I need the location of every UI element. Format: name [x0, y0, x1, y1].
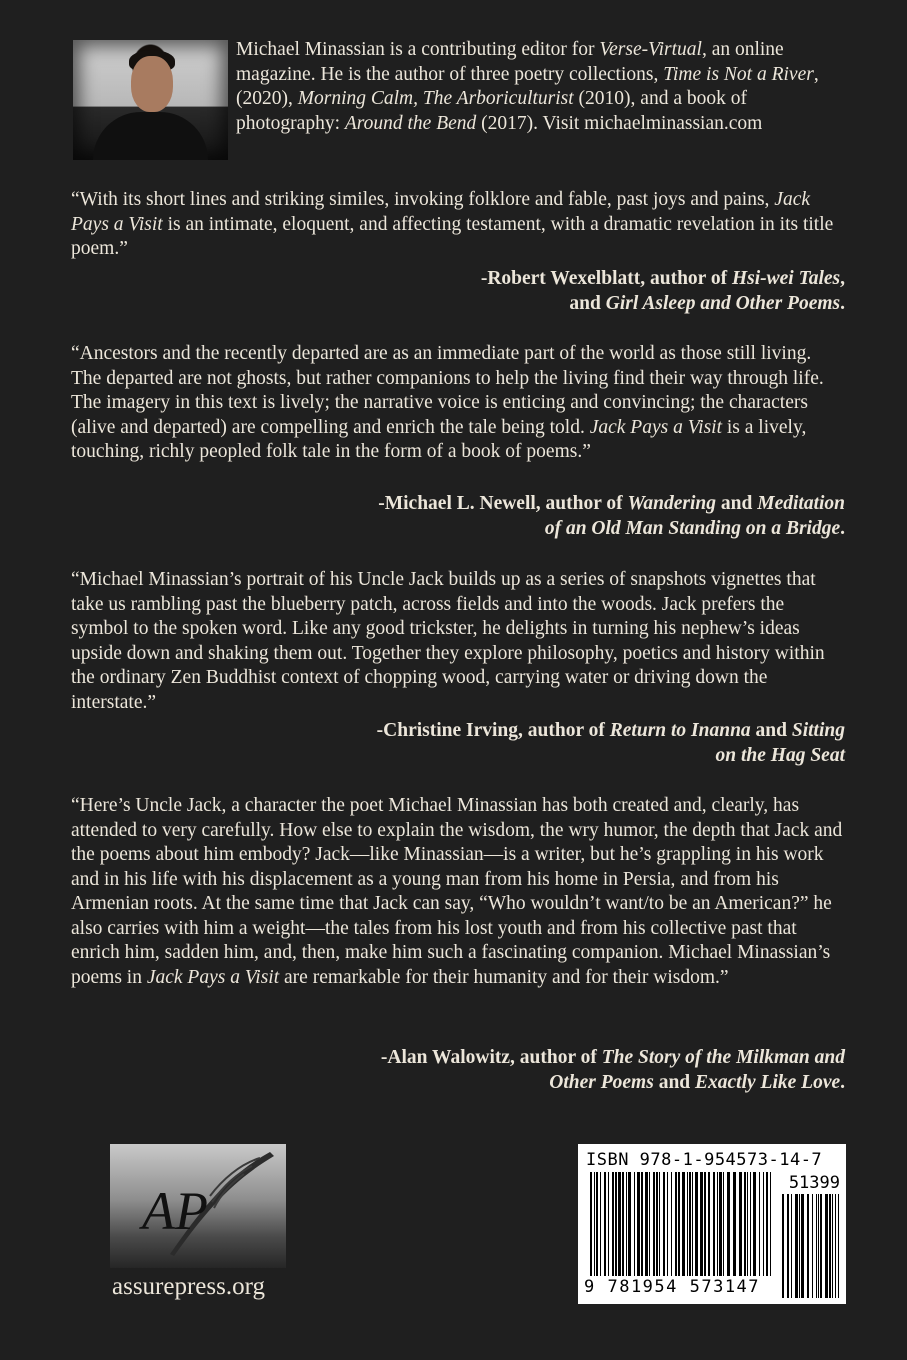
- text-run: “Here’s Uncle Jack, a character the poet Michael Minassian has both created and, clearly, has attended to very carefully. How else to explain the wisdom, the wry humor, the depth that Jack and the poems about him embody? Jack—like Minassian—is a writer, but he’s grappling in his work and in his life with his displacement as a young man from his home in Persia, and from his Armenian roots. At the same time that Jack can say, “Who wouldn’t want/to be an American?” he also carries with him a weight—the tales from his lost youth and from his collective past that enrich him, sadden him, and, then, make him such a fascinating companion. Michael Minassian’s poems in: [71, 795, 843, 988]
- barcode-bar: [659, 1172, 660, 1276]
- blurb-quote-3: [71, 568, 845, 715]
- barcode-bar: [678, 1172, 680, 1276]
- text-run: .: [840, 518, 845, 539]
- italic-title: Jack Pays a Visit: [146, 966, 280, 988]
- barcode-bar: [649, 1172, 650, 1276]
- addon-bar: [787, 1194, 789, 1298]
- text-run: are remarkable for their humanity and for their wisdom.”: [279, 966, 729, 988]
- blurb-attribution-2: [145, 491, 845, 541]
- barcode-bar: [615, 1172, 617, 1276]
- blurb-attribution-4: [145, 1045, 845, 1095]
- barcode-bar: [727, 1172, 730, 1276]
- barcode-bar: [739, 1172, 742, 1276]
- addon-bar: [835, 1194, 836, 1298]
- barcode-bar: [618, 1172, 621, 1276]
- addon-bar: [795, 1194, 798, 1298]
- italic-title: Around the Bend: [344, 112, 477, 134]
- isbn-barcode: [578, 1144, 846, 1304]
- addon-bar: [807, 1194, 809, 1298]
- barcode-bar: [766, 1172, 768, 1276]
- barcode-bar: [600, 1172, 601, 1276]
- text-run: , and: [569, 268, 845, 314]
- barcode-bar: [713, 1172, 715, 1276]
- barcode-bar: [750, 1172, 751, 1276]
- italic-title: Hsi-wei Tales: [731, 268, 841, 289]
- italic-title: Exactly Like Love: [695, 1072, 841, 1093]
- publisher-logo: [110, 1144, 286, 1268]
- barcode-bar: [608, 1172, 609, 1276]
- blurb-attribution-3: [145, 718, 845, 768]
- text-run: , an online magazine. He is the author of three poetry collections,: [236, 39, 784, 85]
- barcode-bar: [753, 1172, 756, 1276]
- barcode-bar: [612, 1172, 614, 1276]
- barcode-bar: [653, 1172, 655, 1276]
- barcode-bar: [747, 1172, 748, 1276]
- addon-bar: [799, 1194, 800, 1298]
- barcode-bar: [704, 1172, 706, 1276]
- barcode-bar: [695, 1172, 698, 1276]
- barcode-bar: [667, 1172, 668, 1276]
- text-run: (2017). Visit michaelminassian.com: [476, 112, 763, 134]
- barcode-bar: [708, 1172, 710, 1276]
- text-run: (2010), and a book of photography:: [236, 88, 747, 134]
- blurb-attribution-1: [145, 266, 845, 316]
- text-run: Michael Minassian is a contributing editor for: [236, 39, 600, 60]
- italic-title: Girl Asleep and Other Poems: [605, 293, 841, 314]
- barcode-bar: [770, 1172, 771, 1276]
- italic-title: Jack Pays a Visit: [589, 416, 723, 438]
- barcode-bar: [700, 1172, 703, 1276]
- author-bio: [236, 38, 844, 136]
- barcode-bar: [596, 1172, 598, 1276]
- barcode-bar: [682, 1172, 685, 1276]
- addon-bar: [820, 1194, 822, 1298]
- barcode-bar: [590, 1172, 592, 1276]
- barcode-bar: [671, 1172, 672, 1276]
- barcode-bar: [594, 1172, 595, 1276]
- barcode-bar: [744, 1172, 746, 1276]
- barcode-bar: [692, 1172, 693, 1276]
- text-run: -Michael L. Newell, author of: [378, 493, 628, 514]
- text-run: is an intimate, eloquent, and affecting testament, with a dramatic revelation in its title poem.”: [71, 213, 834, 259]
- text-run: -Christine Irving, author of: [376, 720, 610, 741]
- barcode-bar: [675, 1172, 677, 1276]
- italic-title: Jack Pays a Visit: [71, 189, 811, 235]
- addon-bar: [829, 1194, 831, 1298]
- barcode-bar: [637, 1172, 640, 1276]
- barcode-bar: [719, 1172, 722, 1276]
- addon-bar: [825, 1194, 828, 1298]
- text-run: and: [716, 493, 758, 514]
- italic-title: Sitting on the Hag Seat: [715, 720, 845, 766]
- publisher-url[interactable]: assurepress.org: [112, 1273, 265, 1300]
- addon-bar: [816, 1194, 817, 1298]
- text-run: “With its short lines and striking similes, invoking folklore and fable, past joys and pains,: [71, 189, 775, 210]
- text-run: , (2020),: [236, 63, 819, 109]
- addon-bar: [801, 1194, 804, 1298]
- barcode-bar: [759, 1172, 760, 1276]
- addon-bar: [812, 1194, 813, 1298]
- barcode-bar: [663, 1172, 665, 1276]
- author-shirt: [93, 112, 208, 160]
- author-face: [131, 56, 173, 112]
- barcode-bar: [723, 1172, 724, 1276]
- isbn-digits: 9 781954 573147: [584, 1277, 761, 1297]
- barcode-bar: [626, 1172, 627, 1276]
- barcode-bar: [645, 1172, 648, 1276]
- price-code: 51399: [788, 1173, 840, 1193]
- barcode-bar: [717, 1172, 718, 1276]
- italic-title: Morning Calm, The Arboriculturist: [297, 88, 574, 109]
- blurb-quote-4: [71, 794, 845, 990]
- text-run: .: [840, 1072, 845, 1093]
- italic-title: The Story of the Milkman and Other Poems: [549, 1047, 845, 1093]
- barcode-bar: [689, 1172, 691, 1276]
- italic-title: Meditation of an Old Man Standing on a Bridge: [544, 493, 845, 539]
- italic-title: Time is Not a River: [663, 63, 814, 85]
- text-run: “Ancestors and the recently departed are as an immediate part of the world as those still living. The departed are not ghosts, but rather companions to help the living find their way through life. The imagery in this text is lively; the narrative voice is enticing and convincing; the characters (alive and departed) are compelling and enrich the tale being told.: [71, 343, 824, 438]
- barcode-bar: [634, 1172, 635, 1276]
- italic-title: Return to Inanna: [609, 720, 751, 741]
- text-run: -Alan Walowitz, author of: [380, 1047, 602, 1068]
- author-photo: [73, 40, 228, 160]
- quill-monogram-icon: [110, 1144, 286, 1268]
- barcode-bar: [656, 1172, 658, 1276]
- logo-monogram: AP: [142, 1181, 208, 1241]
- barcode-bar: [604, 1172, 606, 1276]
- text-run: is a lively, touching, richly peopled folk tale in the form of a book of poems.”: [71, 416, 807, 462]
- barcode-bar: [641, 1172, 643, 1276]
- text-run: .: [840, 293, 845, 314]
- isbn-label: ISBN 978-1-954573-14-7: [586, 1150, 823, 1170]
- text-run: “Michael Minassian’s portrait of his Uncle Jack builds up as a series of snapshots vignettes that take us rambling past the blueberry patch, across fields and into the woods. Jack prefers the symbol to the spoken word. Like any good trickster, he delights in turning his nephew’s ideas upside down and shaking them out. Together they explore philosophy, poetics and history within the ordinary Zen Buddhist context of chopping wood, carrying water or driving down the interstate.”: [71, 569, 825, 713]
- text-run: and: [653, 1072, 696, 1093]
- italic-title: Verse-Virtual: [599, 39, 702, 60]
- barcode-bar: [763, 1172, 764, 1276]
- addon-bar: [838, 1194, 839, 1298]
- blurb-quote-1: [71, 188, 845, 262]
- addon-bar: [818, 1194, 819, 1298]
- barcode-bar: [628, 1172, 631, 1276]
- barcode-bar: [622, 1172, 624, 1276]
- addon-bar: [791, 1194, 792, 1298]
- addon-bar: [832, 1194, 833, 1298]
- addon-bar: [782, 1194, 784, 1298]
- text-run: -Robert Wexelblatt, author of: [480, 268, 732, 289]
- italic-title: Wandering: [627, 493, 717, 514]
- text-run: and: [750, 720, 792, 741]
- barcode-bar: [733, 1172, 736, 1276]
- blurb-quote-2: [71, 342, 845, 465]
- barcode-bar: [687, 1172, 688, 1276]
